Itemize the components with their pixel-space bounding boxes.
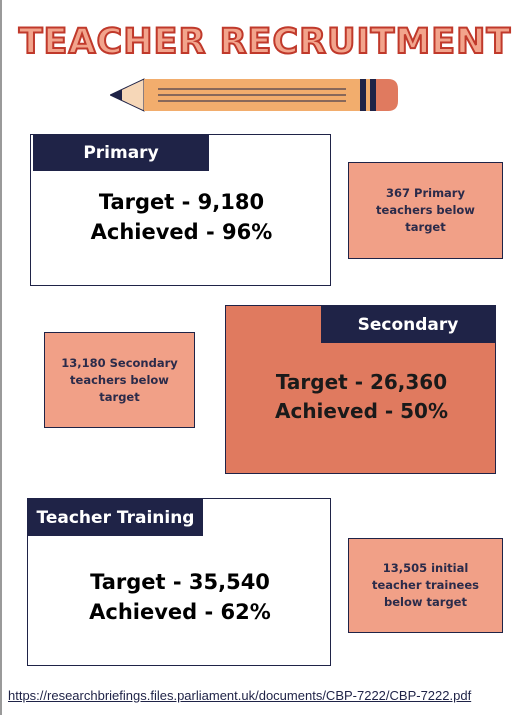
primary-achieved: Achieved - 96%	[90, 220, 273, 244]
training-target: Target - 35,540	[90, 570, 270, 594]
primary-stats	[31, 187, 332, 247]
training-label: Teacher Training	[28, 499, 203, 536]
pencil-icon	[110, 77, 400, 113]
primary-target: Target - 9,180	[98, 190, 265, 214]
secondary-stats	[226, 368, 497, 426]
training-achieved: Achieved - 62%	[89, 600, 271, 624]
primary-shortfall-note: 367 Primary teachers below target	[348, 162, 503, 259]
secondary-achieved: Achieved - 50%	[274, 399, 448, 423]
source-link[interactable]: https://researchbriefings.files.parliament.uk/documents/CBP-7222/CBP-7222.pdf	[8, 688, 472, 703]
training-shortfall-note: 13,505 initial teacher trainees below target	[348, 538, 503, 633]
primary-label: Primary	[33, 135, 209, 171]
secondary-card	[225, 305, 496, 474]
training-card	[27, 498, 331, 666]
secondary-shortfall-note: 13,180 Secondary teachers below target	[44, 332, 195, 428]
primary-card	[30, 134, 331, 286]
secondary-target: Target - 26,360	[275, 370, 448, 394]
training-stats	[28, 567, 332, 627]
page-left-border	[0, 0, 2, 715]
page-title: TEACHER RECRUITMENT	[18, 22, 512, 62]
secondary-label: Secondary	[321, 306, 495, 343]
